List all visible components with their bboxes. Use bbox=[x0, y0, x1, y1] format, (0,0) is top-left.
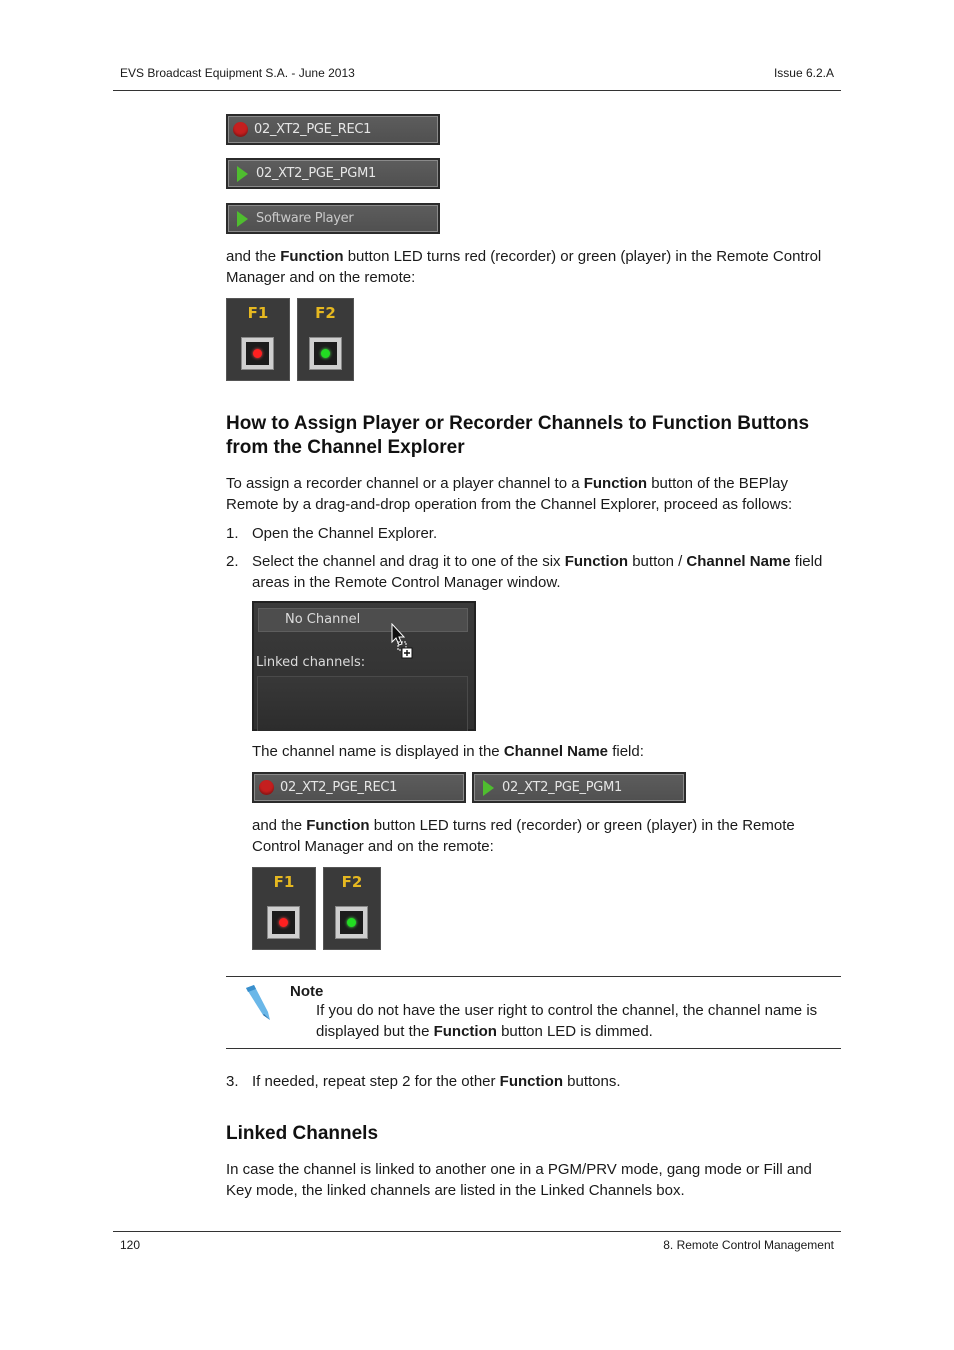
footer-chapter: 8. Remote Control Management bbox=[663, 1238, 834, 1252]
linked-channels-box[interactable] bbox=[257, 676, 468, 731]
section-title-assign: How to Assign Player or Recorder Channels to Function Buttons from the Channel Explorer bbox=[226, 413, 810, 458]
channel-name-field[interactable]: No Channel bbox=[258, 608, 468, 632]
led-paragraph-2: and the Function button LED turns red (recorder) or green (player) in the Remote Control Manager and on the remote: bbox=[252, 817, 795, 855]
step-3-text: If needed, repeat step 2 for the other Function buttons. bbox=[252, 1073, 621, 1090]
channel-field-pgm1[interactable] bbox=[472, 772, 686, 803]
linked-channels-label: Linked channels: bbox=[256, 655, 366, 670]
function-button[interactable] bbox=[267, 906, 300, 939]
play-icon bbox=[237, 211, 248, 227]
channel-name: Software Player bbox=[256, 211, 354, 226]
green-led-icon bbox=[347, 918, 356, 927]
channel-name: 02_XT2_PGE_REC1 bbox=[280, 780, 398, 795]
function-button[interactable] bbox=[335, 906, 368, 939]
function-key-f1[interactable] bbox=[226, 298, 290, 381]
function-button[interactable] bbox=[309, 337, 342, 370]
led-paragraph-1: and the Function button LED turns red (recorder) or green (player) in the Remote Control Manager and on the remote: bbox=[226, 248, 822, 286]
function-key-f2[interactable] bbox=[297, 298, 354, 381]
page-number: 120 bbox=[120, 1238, 141, 1252]
channel-field-rec1[interactable] bbox=[226, 114, 440, 145]
header-left: EVS Broadcast Equipment S.A. - June 2013 bbox=[120, 66, 355, 80]
channel-field-pgm1[interactable] bbox=[226, 158, 440, 189]
function-key-label: F1 bbox=[273, 873, 295, 891]
step-2-text: Select the channel and drag it to one of the six Function button / Channel Name field areas in the Remote Control Manager window. bbox=[252, 553, 823, 591]
note-text: If you do not have the user right to control the channel, the channel name is displayed but the Function button LED is dimmed. bbox=[316, 1002, 818, 1040]
note-title: Note bbox=[290, 983, 324, 1000]
linked-channels-paragraph: In case the channel is linked to another one in a PGM/PRV mode, gang mode or Fill and Key mode, the linked channels are listed in the Linked Channels box. bbox=[226, 1161, 812, 1199]
displayed-paragraph: The channel name is displayed in the Channel Name field: bbox=[252, 743, 644, 760]
section-title-linked-channels: Linked Channels bbox=[226, 1123, 379, 1144]
note-bottom-rule bbox=[226, 1048, 841, 1049]
channel-field-rec1[interactable] bbox=[252, 772, 466, 803]
note-top-rule bbox=[226, 976, 841, 977]
step-1-text: Open the Channel Explorer. bbox=[252, 525, 438, 542]
footer-rule bbox=[113, 1231, 841, 1232]
function-key-label: F2 bbox=[341, 873, 363, 891]
remote-control-manager-panel bbox=[252, 601, 476, 731]
play-icon bbox=[237, 166, 248, 182]
function-button[interactable] bbox=[241, 337, 274, 370]
green-led-icon bbox=[321, 349, 330, 358]
header-rule bbox=[113, 90, 841, 91]
channel-field-software-player[interactable] bbox=[226, 203, 440, 234]
record-icon bbox=[259, 780, 274, 795]
step-number: 2. bbox=[226, 553, 239, 570]
step-number: 1. bbox=[226, 525, 239, 542]
drag-cursor-icon bbox=[391, 623, 413, 661]
function-key-f1[interactable] bbox=[252, 867, 316, 950]
intro-paragraph: To assign a recorder channel or a player channel to a Function button of the BEPlay Remote by a drag-and-drop operation from the Channel Explorer, proceed as follows: bbox=[226, 475, 793, 513]
channel-name: 02_XT2_PGE_PGM1 bbox=[256, 166, 376, 181]
pencil-note-icon bbox=[242, 984, 274, 1022]
function-key-label: F2 bbox=[315, 304, 336, 322]
record-icon bbox=[233, 122, 248, 137]
red-led-icon bbox=[279, 918, 288, 927]
function-key-f2[interactable] bbox=[323, 867, 381, 950]
header-right: Issue 6.2.A bbox=[773, 66, 834, 80]
step-number: 3. bbox=[226, 1073, 239, 1090]
red-led-icon bbox=[253, 349, 262, 358]
channel-name: 02_XT2_PGE_REC1 bbox=[254, 122, 372, 137]
function-key-label: F1 bbox=[247, 304, 269, 322]
channel-name: 02_XT2_PGE_PGM1 bbox=[502, 780, 622, 795]
play-icon bbox=[483, 780, 494, 796]
